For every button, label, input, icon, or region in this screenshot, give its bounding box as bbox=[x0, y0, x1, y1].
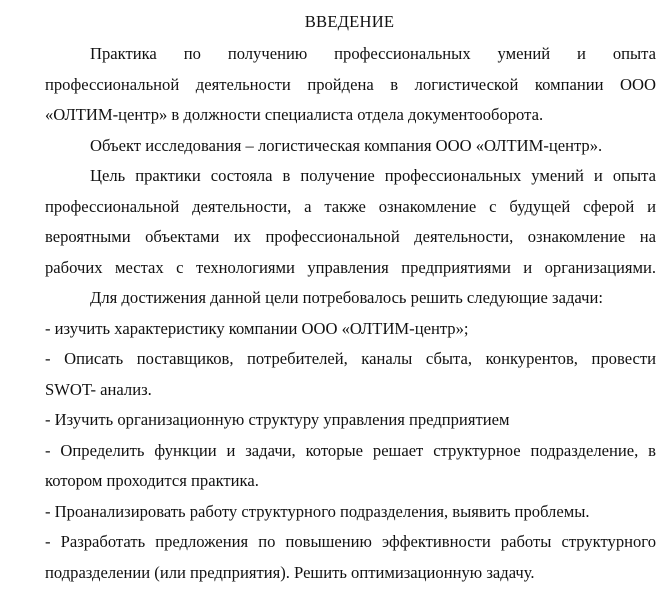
text-line: - Описать поставщиков, потребителей, каналы сбыта, конкурентов, провести bbox=[45, 349, 656, 368]
text-line: - Проанализировать работу структурного подразделения, выявить проблемы. bbox=[45, 501, 590, 521]
text-line: профессиональной деятельности, а также ознакомление с будущей сферой и bbox=[45, 196, 656, 216]
text-line: Практика по получению профессиональных умений и опыта bbox=[90, 44, 656, 63]
list-item bbox=[45, 527, 656, 588]
text-line: - Разработать предложения по повышению эффективности работы структурного bbox=[45, 532, 656, 551]
list-item bbox=[45, 314, 656, 345]
text-line: Цель практики состояла в получение профессиональных умений и опыта bbox=[90, 166, 656, 185]
text-line: вероятными объектами их профессиональной деятельности, ознакомление на bbox=[45, 227, 656, 246]
task-list bbox=[45, 314, 656, 589]
list-item bbox=[45, 405, 656, 436]
text-line: Объект исследования – логистическая компания ООО «ОЛТИМ-центр». bbox=[90, 135, 603, 155]
text-line: - Определить функции и задачи, которые решает структурное подразделение, в bbox=[45, 440, 656, 460]
list-item bbox=[45, 436, 656, 497]
text-line: Для достижения данной цели потребовалось решить следующие задачи: bbox=[90, 288, 603, 307]
text-line: рабочих местах с технологиями управления предприятиями и организациями. bbox=[45, 257, 656, 277]
text-line: профессиональной деятельности пройдена в логистической компании ООО bbox=[45, 74, 656, 94]
text-line: SWOT- анализ. bbox=[45, 379, 152, 399]
list-item bbox=[45, 497, 656, 528]
text-line: - изучить характеристику компании ООО «ОЛТИМ-центр»; bbox=[45, 318, 469, 338]
text-line: подразделении (или предприятия). Решить оптимизационную задачу. bbox=[45, 562, 535, 582]
document-body bbox=[45, 39, 656, 588]
paragraph-tasks-intro bbox=[45, 283, 656, 314]
paragraph-practice bbox=[45, 39, 656, 131]
text-line: котором проходится практика. bbox=[45, 471, 259, 490]
text-line: «ОЛТИМ-центр» в должности специалиста отдела документооборота. bbox=[45, 105, 544, 124]
text-line: - Изучить организационную структуру управления предприятием bbox=[45, 410, 510, 429]
paragraph-goal bbox=[45, 161, 656, 283]
paragraph-object bbox=[45, 131, 656, 162]
section-heading: ВВЕДЕНИЕ bbox=[304, 12, 395, 31]
list-item bbox=[45, 344, 656, 405]
